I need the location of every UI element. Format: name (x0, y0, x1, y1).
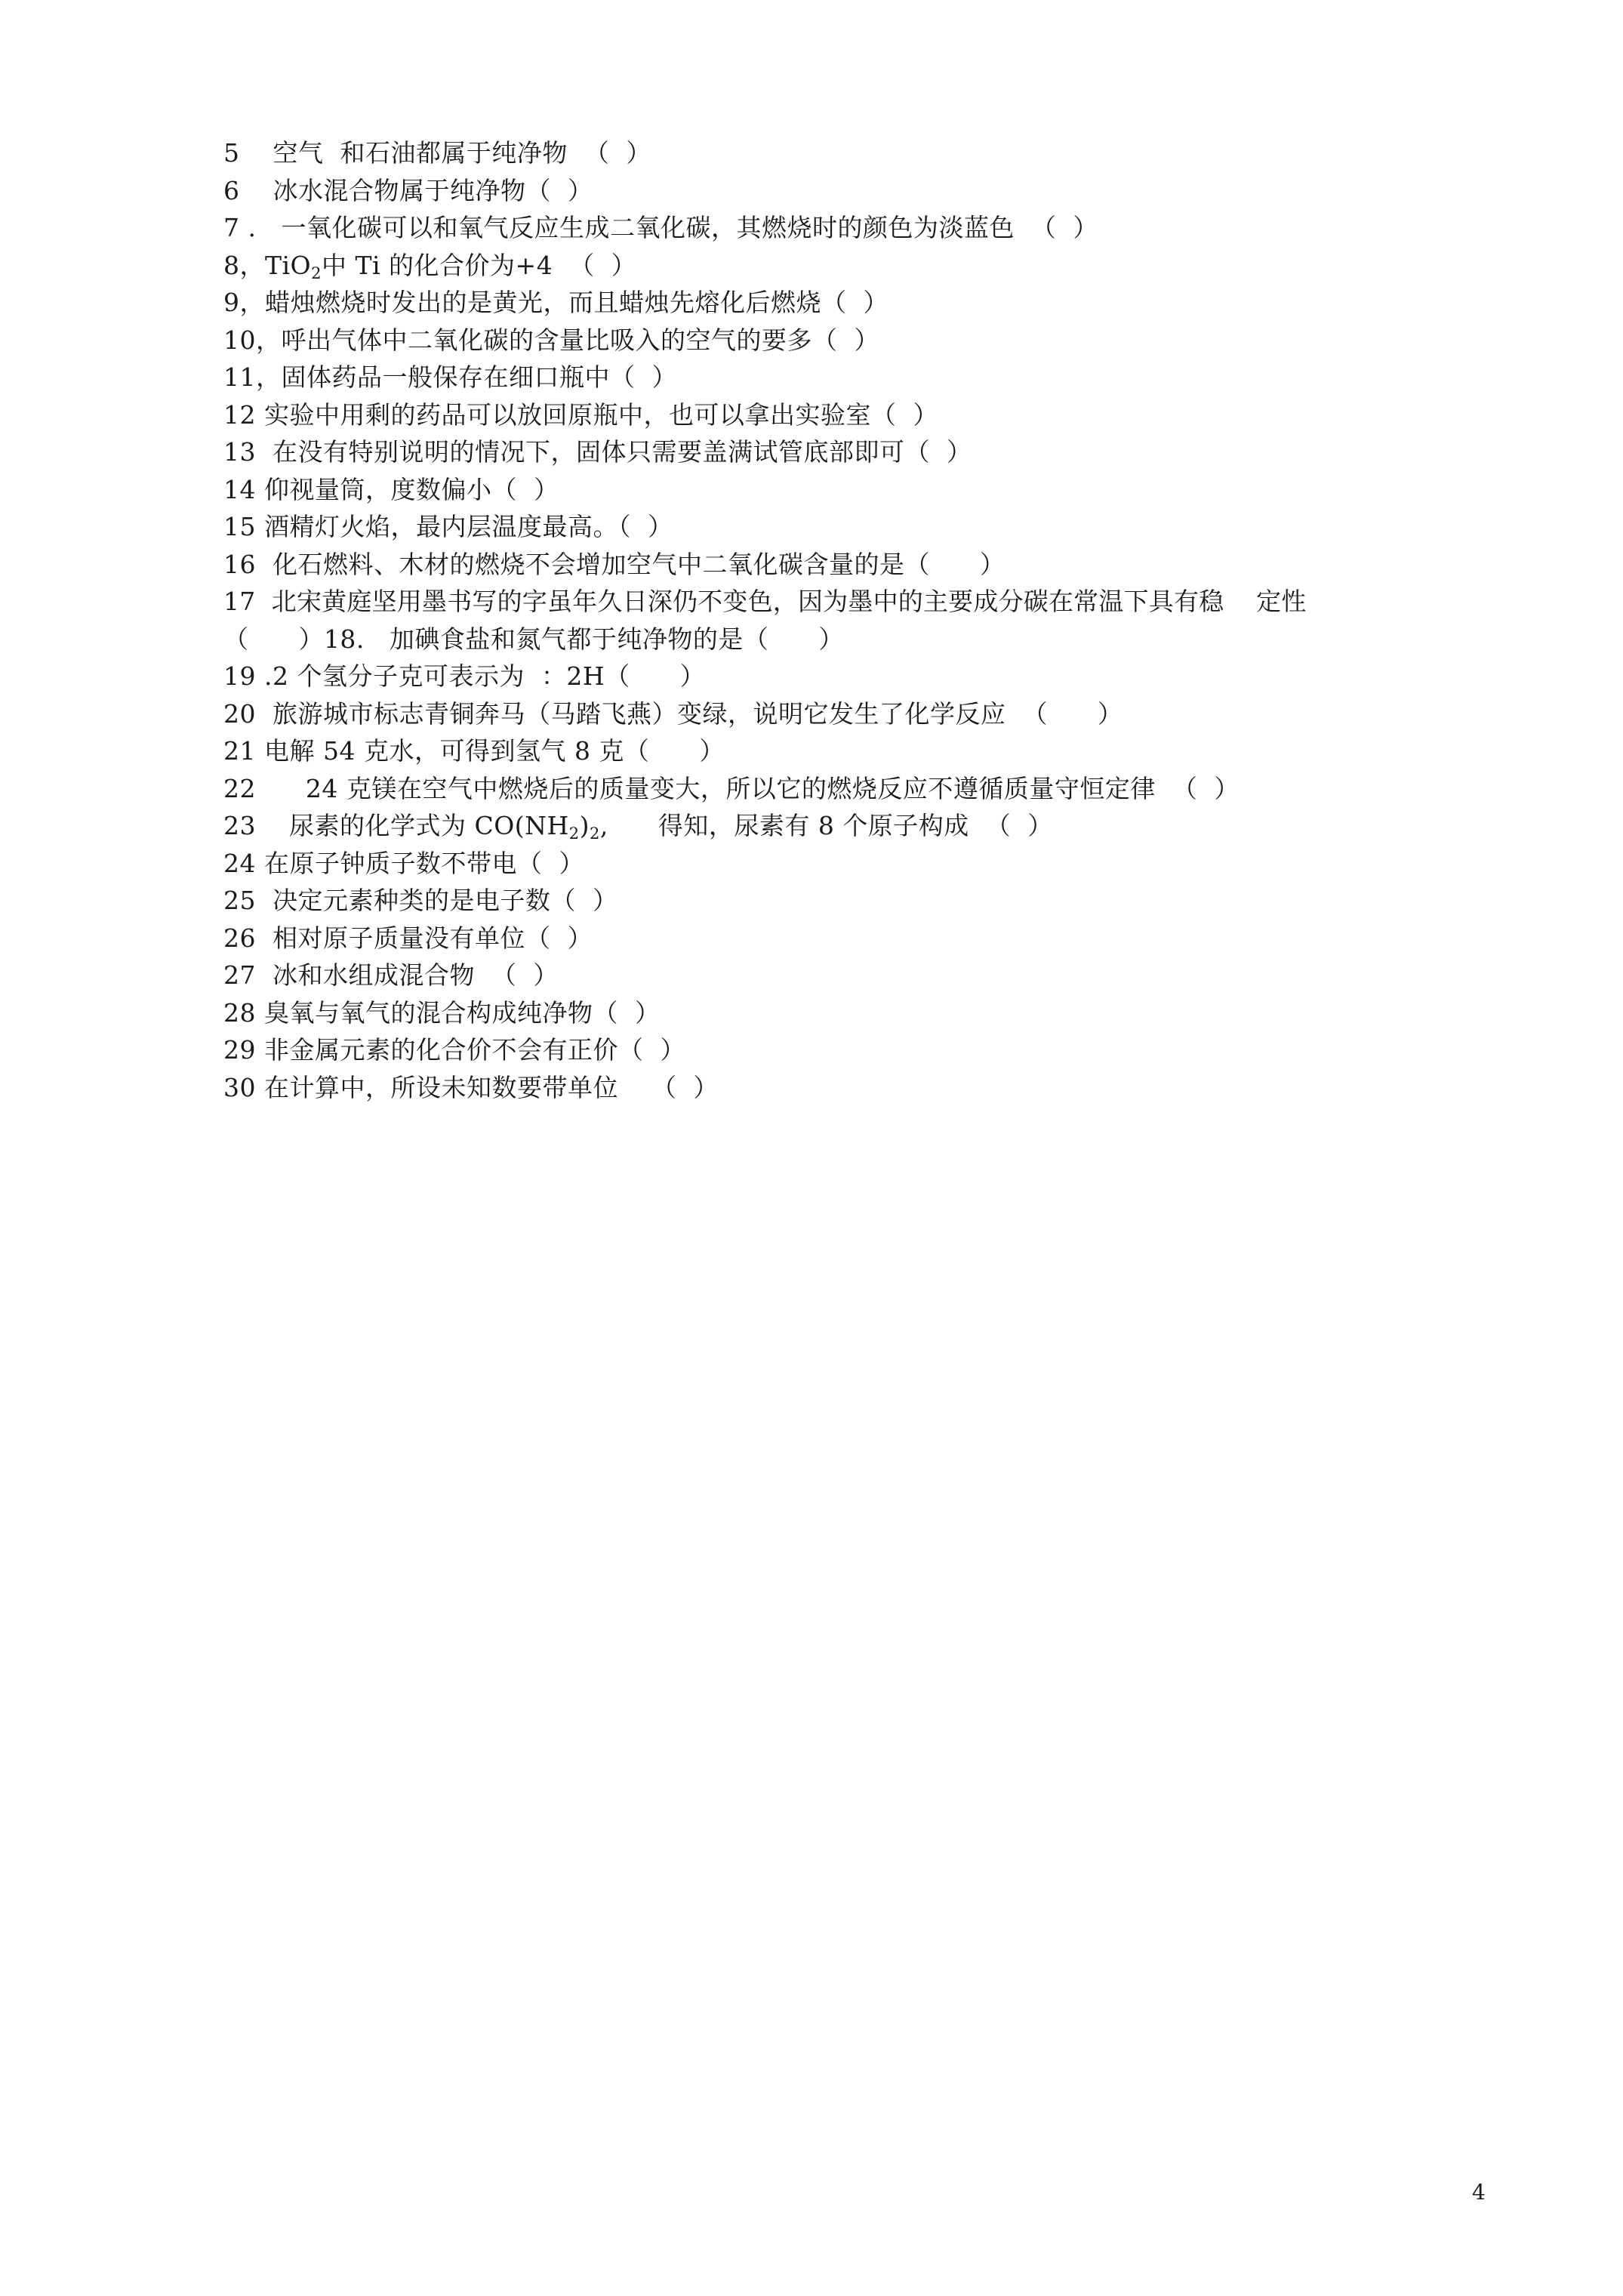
question-line: 13 在没有特别说明的情况下，固体只需要盖满试管底部即可（ ） (223, 437, 972, 467)
question-line: 21 电解 54 克水，可得到氢气 8 克（ ） (223, 736, 725, 766)
subscript: 2 (568, 824, 580, 843)
question-line: 16 化石燃料、木材的燃烧不会增加空气中二氧化碳含量的是（ ） (223, 549, 1006, 579)
question-line: 7 . 一氧化碳可以和氧气反应生成二氧化碳，其燃烧时的颜色为淡蓝色 （ ） (223, 213, 1098, 242)
question-line: 25 决定元素种类的是电子数（ ） (223, 886, 618, 915)
question-line: 28 臭氧与氧气的混合构成纯净物（ ） (223, 997, 661, 1028)
question-line: 6 冰水混合物属于纯净物（ ） (223, 175, 593, 205)
question-line: 17 北宋黄庭坚用墨书写的字虽年久日深仍不变色，因为墨中的主要成分碳在常温下具有稳 定性 (223, 587, 1307, 616)
question-line: 12 实验中用剩的药品可以放回原瓶中，也可以拿出实验室（ ） (223, 399, 938, 430)
question-line: 20 旅游城市标志青铜奔马（马踏飞燕）变绿，说明它发生了化学反应 （ ） (223, 698, 1123, 729)
question-line: 29 非金属元素的化合价不会有正价（ ） (223, 1035, 685, 1065)
page-number: 4 (1472, 2180, 1486, 2205)
question-line: 15 酒精灯火焰，最内层温度最高。（ ） (223, 512, 673, 541)
question-line: 10，呼出气体中二氧化碳的含量比吸入的空气的要多（ ） (223, 325, 879, 355)
question-line: 5 空气 和石油都属于纯净物 （ ） (223, 138, 651, 168)
question-line: （ ）18. 加碘食盐和氮气都于纯净物的是（ ） (223, 624, 844, 654)
question-line: 30 在计算中，所设未知数要带单位 （ ） (223, 1072, 719, 1102)
subscript: 2 (311, 264, 322, 282)
question-line: 22 24 克镁在空气中燃烧后的质量变大，所以它的燃烧反应不遵循质量守恒定律 （ ） (223, 773, 1240, 803)
question-line: 14 仰视量筒，度数偏小（ ） (223, 474, 559, 504)
question-list (223, 134, 1477, 1106)
question-line: 8，TiO$_2$中 Ti 的化合价为+4 （ ） (223, 250, 637, 282)
question-line: 11，固体药品一般保存在细口瓶中（ ） (223, 362, 677, 392)
question-line: 9，蜡烛燃烧时发出的是黄光，而且蜡烛先熔化后燃烧（ ） (223, 288, 888, 317)
question-line: 24 在原子钟质子数不带电（ ） (223, 848, 584, 878)
question-line: 19 .2 个氢分子克可表示为 ：2H（ ） (223, 661, 706, 691)
subscript: 2 (590, 824, 600, 843)
question-line: 23 尿素的化学式为 $CO(NH_2)_2$, 得知，尿素有 8 个原子构成 （ ） (223, 811, 1053, 843)
question-line: 26 相对原子质量没有单位（ ） (223, 923, 593, 953)
question-line: 27 冰和水组成混合物 （ ） (223, 960, 559, 990)
